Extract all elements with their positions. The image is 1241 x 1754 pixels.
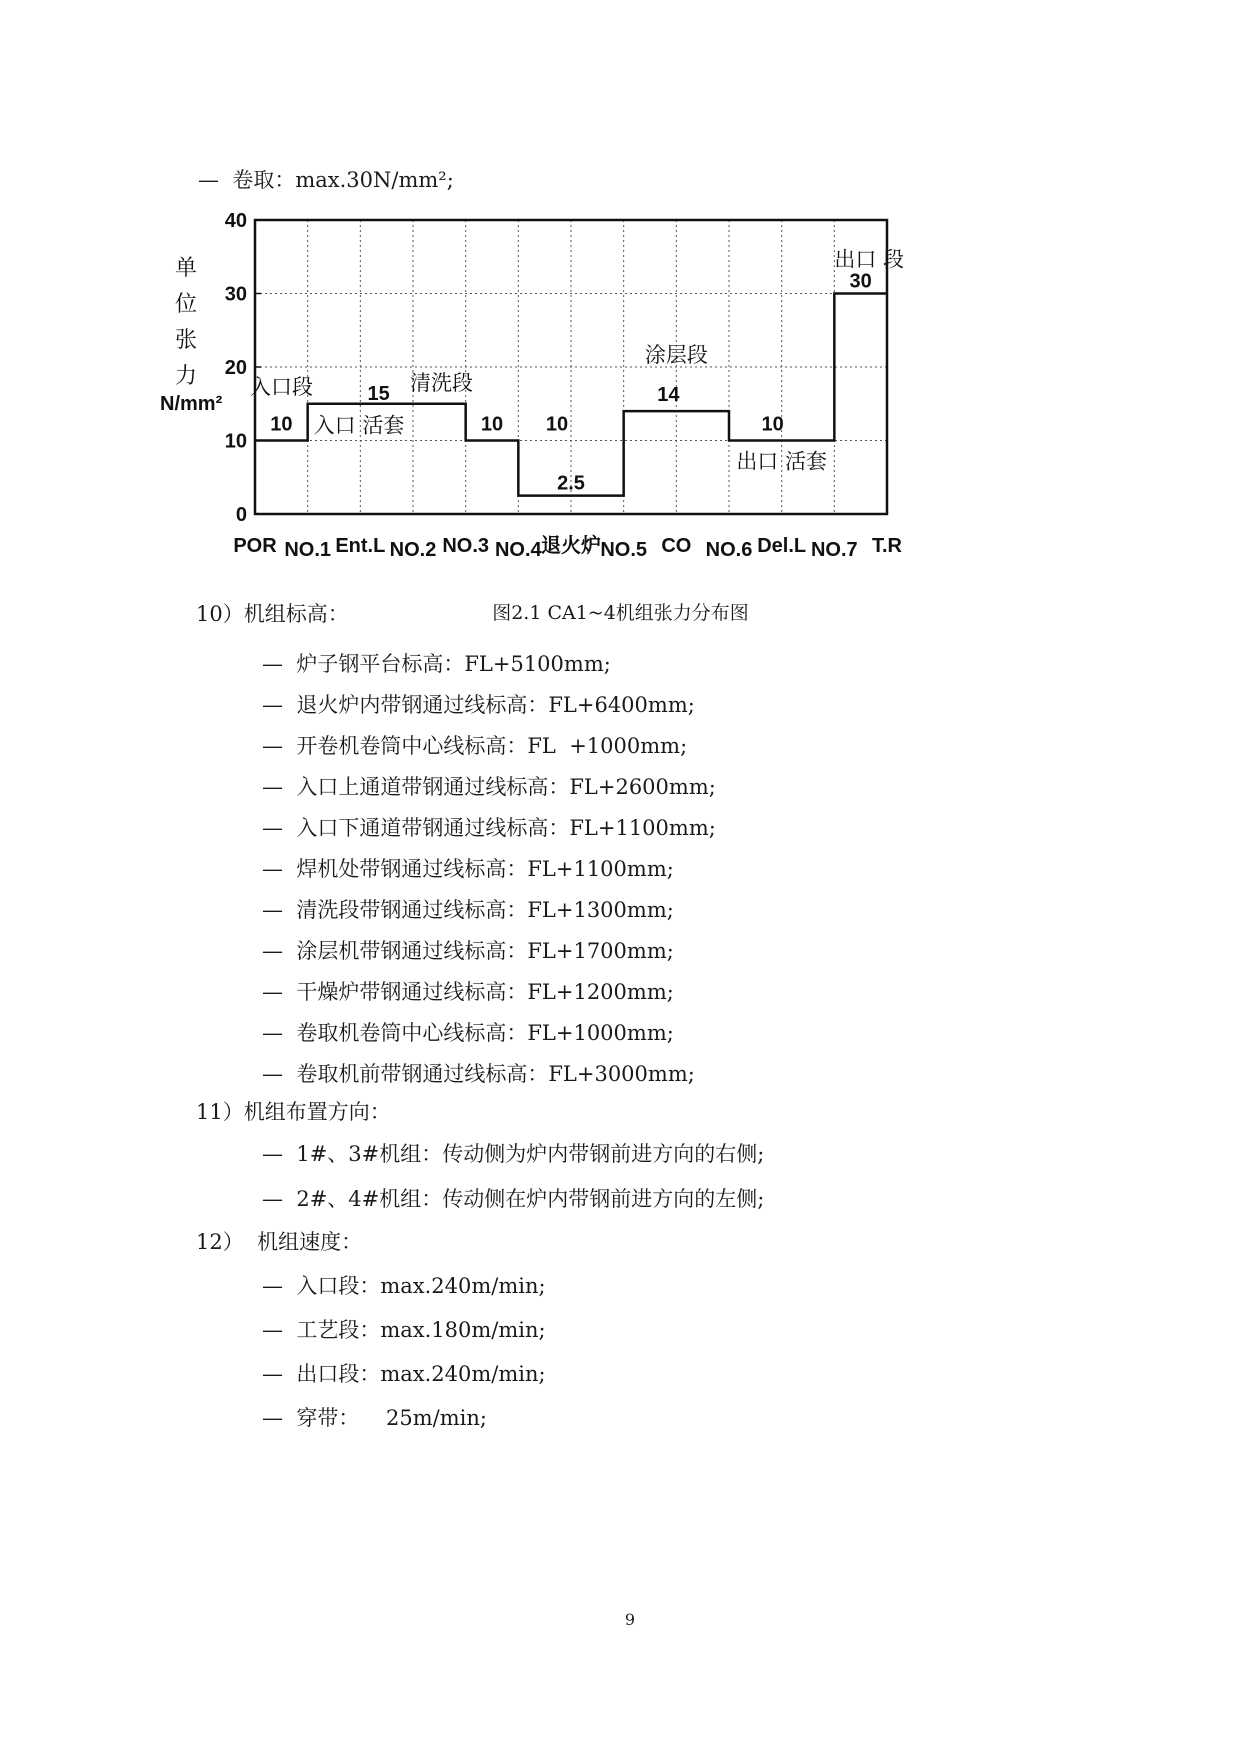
coil-tension-limit: — 卷取：max.30N/mm²; xyxy=(198,168,454,192)
section-heading: 12） 机组速度： xyxy=(196,1230,363,1254)
segment-annotation: 入口 活套 xyxy=(313,413,405,438)
x-category-label: Ent.L xyxy=(335,535,386,557)
spec-item: — 入口下通道带钢通过线标高：FL+1100mm; xyxy=(262,816,716,840)
spec-item: — 2#、4#机组：传动侧在炉内带钢前进方向的左侧; xyxy=(262,1187,765,1211)
segment-value-label: 10 xyxy=(270,413,293,436)
segment-value-label: 14 xyxy=(657,384,680,407)
section-heading: 10）机组标高： xyxy=(196,602,349,626)
spec-item: — 卷取机卷筒中心线标高：FL+1000mm; xyxy=(262,1021,674,1045)
y-tick-label: 10 xyxy=(224,430,247,453)
spec-item: — 卷取机前带钢通过线标高：FL+3000mm; xyxy=(262,1062,695,1086)
x-category-label: NO.4 xyxy=(494,539,542,561)
spec-item: — 开卷机卷筒中心线标高：FL +1000mm; xyxy=(262,734,688,758)
segment-value-label: 2.5 xyxy=(557,472,585,495)
x-category-label: NO.7 xyxy=(810,539,858,561)
y-label-char: 力 xyxy=(175,364,198,389)
segment-annotation: 入口段 xyxy=(250,374,313,399)
x-category-label: CO xyxy=(661,535,692,557)
x-axis-categories xyxy=(233,533,902,561)
spec-item: — 焊机处带钢通过线标高：FL+1100mm; xyxy=(262,857,674,881)
x-category-label: Del.L xyxy=(757,535,807,557)
x-category-label: NO.6 xyxy=(705,539,753,561)
y-axis-unit: N/mm² xyxy=(160,393,223,415)
segment-annotation: 出口 段 xyxy=(834,247,905,272)
segment-value-label: 10 xyxy=(761,413,784,436)
section-heading: 11）机组布置方向： xyxy=(196,1100,391,1124)
x-category-label: NO.3 xyxy=(442,535,490,557)
segment-value-label: 30 xyxy=(849,270,872,293)
y-tick-label: 30 xyxy=(224,283,247,306)
spec-item: — 涂层机带钢通过线标高：FL+1700mm; xyxy=(262,939,674,963)
segment-annotation: 涂层段 xyxy=(644,343,708,367)
y-label-char: 单 xyxy=(175,256,198,281)
spec-item: — 入口段：max.240m/min; xyxy=(262,1274,546,1298)
y-tick-label: 0 xyxy=(235,504,247,526)
x-category-label: NO.2 xyxy=(389,539,437,561)
x-category-label: POR xyxy=(233,535,277,557)
tension-distribution-chart xyxy=(150,205,990,575)
y-axis-label xyxy=(175,256,197,389)
y-label-char: 张 xyxy=(175,328,198,353)
spec-item: — 清洗段带钢通过线标高：FL+1300mm; xyxy=(262,898,674,922)
x-category-label: 退火炉 xyxy=(541,535,601,557)
figure-caption: 图2.1 CA1~4机组张力分布图 xyxy=(492,602,749,624)
segment-value-label: 10 xyxy=(480,413,504,436)
spec-item: — 炉子钢平台标高：FL+5100mm; xyxy=(262,652,611,676)
spec-item: — 干燥炉带钢通过线标高：FL+1200mm; xyxy=(262,980,674,1004)
y-tick-label: 20 xyxy=(224,357,247,379)
spec-item: — 穿带： 25m/min; xyxy=(262,1406,487,1430)
x-category-label: NO.5 xyxy=(600,539,648,561)
y-tick-label: 40 xyxy=(224,210,247,232)
spec-item: — 入口上通道带钢通过线标高：FL+2600mm; xyxy=(262,775,716,799)
segment-value-label: 10 xyxy=(545,413,569,436)
y-label-char: 位 xyxy=(175,292,198,317)
page-number: 9 xyxy=(624,1610,636,1629)
segment-value-label: 15 xyxy=(367,382,390,405)
spec-item: — 出口段：max.240m/min; xyxy=(262,1362,546,1386)
x-category-label: NO.1 xyxy=(284,539,332,561)
segment-annotation: 出口 活套 xyxy=(736,449,828,474)
spec-item: — 退火炉内带钢通过线标高：FL+6400mm; xyxy=(262,693,695,717)
spec-item: — 工艺段：max.180m/min; xyxy=(262,1318,546,1342)
x-category-label: T.R xyxy=(872,535,902,557)
spec-item: — 1#、3#机组：传动侧为炉内带钢前进方向的右侧; xyxy=(262,1142,765,1166)
segment-annotation: 清洗段 xyxy=(410,370,473,395)
